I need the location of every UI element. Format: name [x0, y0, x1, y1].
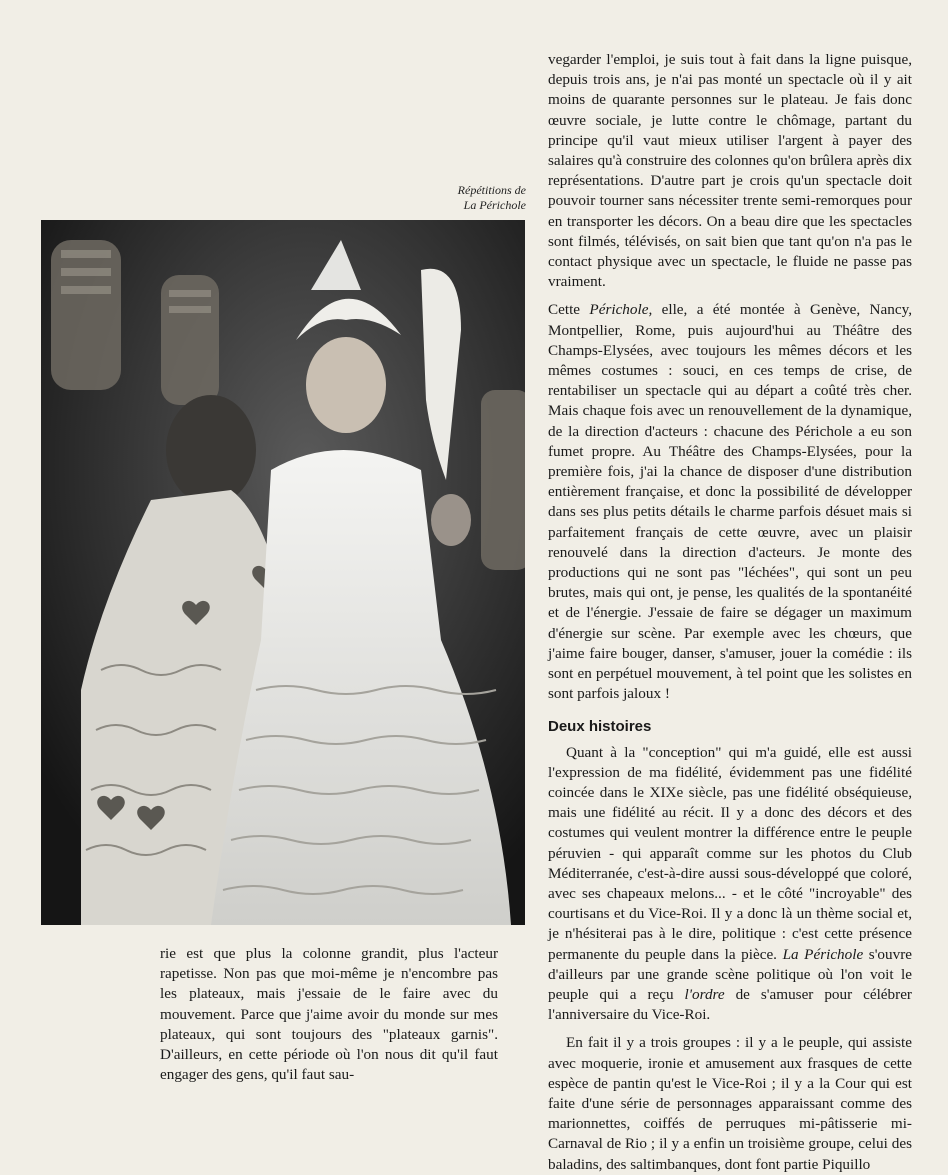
paragraph-2: [548, 300, 912, 704]
right-column-text: [548, 50, 912, 1175]
paragraph-3-title: La Périchole: [782, 945, 864, 963]
paragraph-3: [548, 743, 912, 1026]
caption-line-1: Répétitions de: [457, 183, 526, 197]
bottom-column-text: [160, 944, 498, 1085]
section-heading: Deux histoires: [548, 717, 652, 735]
paragraph-2-start: Cette: [548, 301, 590, 319]
paragraph-2-rest: elle, a été montée à Genève, Nancy, Montpellier, Rome, puis aujourd'hui au Théâtre des Champs-Elysées, avec toujours les mêmes décors et les mêmes costumes : souci, en ces temps de crise, de rentabiliser un spectacle qui au départ a coûté très cher. Mais chaque fois avec un renouvellement de la dynamique, de la direction d'acteurs : chacune des Périchole a eu son fumet propre. Au Théâtre des Champs-Elysées, pour la première fois, j'ai la chance de disposer d'une distribution entièrement française, et donc la possibilité de développer dans ses plus petits détails le charme parfois désuet mais si parfaitement français de cette œuvre, avec un plaisir renouvelé dans la direction d'acteurs. Je monte des productions qui ne sont pas "léchées", qui sont un peu brutes, mais qui ont, je pense, les qualités de la spontanéité et de l'énergie. J'essaie de faire se dégager un maximum d'énergie sur scène. Par exemple avec les chœurs, que j'aime faire bouger, danser, s'amuser, jouer la comédie : ils sont en perpétuel mouvement, à tel point que les solistes en sont parfois jaloux !: [548, 301, 912, 703]
performance-photo: [41, 220, 525, 925]
photo-caption: [420, 183, 526, 213]
paragraph-1: vegarder l'emploi, je suis tout à fait dans la ligne puisque, depuis trois ans, je n'ai pas monté un spectacle où il y ait moins de quarante personnes sur le plateau. Je fais donc œuvre sociale, je lutte contre le chômage, partant du principe qu'il vaut mieux utiliser l'argent à payer des salaires qu'à construire des colonnes qu'on brûlera après dix représentations. D'autre part je crois qu'un spectacle doit pouvoir tourner sans nécessiter trente semi-remorques pour en transporter les décors. On a beau dire que les spectacles sont filmés, télévisés, on sait bien que tant qu'on n'a pas le contact physique avec un spectacle, le fluide ne passe pas vraiment.: [548, 51, 912, 291]
paragraph-2-title: Périchole,: [589, 301, 653, 319]
photo-illustration: [41, 220, 525, 925]
paragraph-3-part-b: s'ouvre d'ailleurs par une grande scène politique où l'on voit le peuple qui a reçu: [548, 945, 913, 1003]
paragraph-3-part-a: Quant à la "conception" qui m'a guidé, elle est aussi l'expression de ma fidélité, évidemment pas une fidélité coincée dans le XIXe siècle, pas une fidélité obséquieuse, mais une fidélité au récit. Il y a donc des décors et des costumes qui veulent montrer la différence entre le peuple péruvien - qui apparaît comme sur les photos du Club Méditerranée, c'est-à-dire aussi sous-développé que coloré, avec ses chapeaux melons... - et le côté "incroyable" des courtisans et du Vice-Roi. Il y a donc là un thème social et, je n'hésiterai pas à le dire, politique : c'est cette présence permanente du peuple dans la pièce.: [548, 743, 912, 963]
paragraph-3-part-c: de s'amuser pour célébrer l'anniversaire du Vice-Roi.: [548, 985, 912, 1024]
caption-line-2: La Périchole: [463, 198, 526, 212]
paragraph-4: En fait il y a trois groupes : il y a le peuple, qui assiste avec moquerie, ironie et amusement aux frasques de cette espèce de pantin qu'est le Vice-Roi ; il y a la Cour qui est faite d'une série de personnages apparaissant comme des marionnettes, coiffés de perruques mi-pâtisserie mi-Carnaval de Rio ; il y a enfin un troisième groupe, celui des baladins, des saltimbanques, dont font partie Piquillo: [548, 1034, 912, 1173]
bottom-paragraph: rie est que plus la colonne grandit, plus l'acteur rapetisse. Non pas que moi-même je n'encombre pas les plateaux, mais j'essaie de le faire avec du mouvement. Parce que j'aime avoir du monde sur mes plateaux, qui sont toujours des "plateaux garnis". D'ailleurs, en cette période où l'on nous dit qu'il faut engager des gens, qu'il faut sau-: [160, 945, 498, 1084]
paragraph-3-emphasis: l'ordre: [684, 985, 725, 1003]
